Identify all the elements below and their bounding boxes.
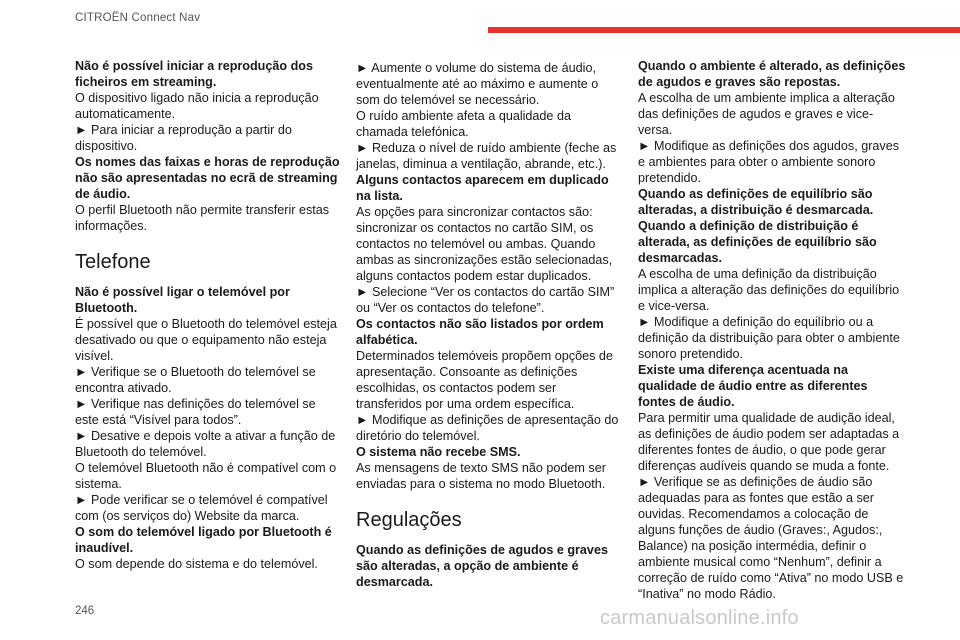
body-paragraph: Determinados telemóveis propõem opções de apresentação. Consoante as definições escolhidas, os contactos podem ser transferidos por uma ordem específica. <box>356 349 613 411</box>
body-paragraph: ► Modifique as definições de apresentação do diretório do telemóvel. <box>356 413 619 443</box>
question-heading: O som do telemóvel ligado por Bluetooth é inaudível. <box>75 525 332 555</box>
question-heading: Não é possível iniciar a reprodução dos ficheiros em streaming. <box>75 59 313 89</box>
body-paragraph: As mensagens de texto SMS não podem ser enviadas para o sistema no modo Bluetooth. <box>356 461 606 491</box>
question-heading: Não é possível ligar o telemóvel por Bluetooth. <box>75 285 290 315</box>
body-paragraph: ► Modifique as definições dos agudos, graves e ambientes para obter o ambiente sonoro pretendido. <box>638 139 899 185</box>
body-paragraph: O som depende do sistema e do telemóvel. <box>75 557 318 571</box>
body-paragraph: ► Pode verificar se o telemóvel é compatível com (os serviços do) Website da marca. <box>75 493 328 523</box>
body-paragraph: A escolha de uma definição da distribuição implica a alteração das definições do equilíbrio e vice-versa. <box>638 267 900 313</box>
question-heading: Os nomes das faixas e horas de reprodução não são apresentadas no ecrã de streaming de áudio. <box>75 155 340 201</box>
body-paragraph: ► Aumente o volume do sistema de áudio, eventualmente até ao máximo e aumente o som do telemóvel se necessário. <box>356 61 599 107</box>
body-paragraph: É possível que o Bluetooth do telemóvel esteja desativado ou que o equipamento não esteja visível. <box>75 317 337 363</box>
body-paragraph: As opções para sincronizar contactos são: sincronizar os contactos no cartão SIM, os contactos no telemóvel ou ambas. Quando ambas as sincronizações estão selecionadas, alguns contactos podem estar duplicados. <box>356 205 613 283</box>
section-heading: Regulações <box>356 509 462 531</box>
body-paragraph: ► Para iniciar a reprodução a partir do dispositivo. <box>75 123 292 153</box>
body-paragraph: ► Reduza o nível de ruído ambiente (feche as janelas, diminua a ventilação, abrande, etc.). <box>356 141 617 171</box>
question-heading: Quando a definição de distribuição é alterada, as definições de equilíbrio são desmarcadas. <box>638 219 877 265</box>
body-paragraph: ► Verifique nas definições do telemóvel se este está “Visível para todos”. <box>75 397 316 427</box>
page-header <box>0 0 960 40</box>
body-paragraph: ► Desative e depois volte a ativar a função de Bluetooth do telemóvel. <box>75 429 336 459</box>
column-right <box>638 58 906 602</box>
body-paragraph: ► Verifique se as definições de áudio são adequadas para as fontes que estão a ser ouvidas. Recomendamos a colocação de alguns funções de áudio (Graves:, Agudos:, Balance) na posição intermédia, definir o ambiente musical como “Nenhum”, definir a correção de ruído como “Ativa” no modo USB e “Inativa” no modo Rádio. <box>638 475 904 601</box>
body-paragraph: Para permitir uma qualidade de audição ideal, as definições de áudio podem ser adaptadas a diferentes fontes de áudio, o que pode gerar diferenças audíveis quando se muda a fonte. <box>638 411 900 473</box>
header-accent-bar <box>488 27 960 33</box>
column-middle <box>356 60 621 590</box>
question-heading: O sistema não recebe SMS. <box>356 445 521 459</box>
question-heading: Quando o ambiente é alterado, as definições de agudos e graves são repostas. <box>638 59 906 89</box>
body-paragraph: ► Verifique se o Bluetooth do telemóvel se encontra ativado. <box>75 365 316 395</box>
body-paragraph: ► Modifique a definição do equilíbrio ou a definição da distribuição para obter o ambiente sonoro pretendido. <box>638 315 900 361</box>
question-heading: Existe uma diferença acentuada na qualidade de áudio entre as diferentes fontes de áudio. <box>638 363 868 409</box>
body-paragraph: O ruído ambiente afeta a qualidade da chamada telefónica. <box>356 109 571 139</box>
question-heading: Alguns contactos aparecem em duplicado na lista. <box>356 173 609 203</box>
body-paragraph: O dispositivo ligado não inicia a reprodução automaticamente. <box>75 91 319 121</box>
body-paragraph: ► Selecione “Ver os contactos do cartão SIM” ou “Ver os contactos do telefone”. <box>356 285 615 315</box>
question-heading: Quando as definições de equilíbrio são alteradas, a distribuição é desmarcada. <box>638 187 874 217</box>
section-heading: Telefone <box>75 251 151 273</box>
body-paragraph: A escolha de um ambiente implica a alteração das definições de agudos e graves e vice-versa. <box>638 91 895 137</box>
body-paragraph: O telemóvel Bluetooth não é compatível com o sistema. <box>75 461 337 491</box>
question-heading: Os contactos não são listados por ordem alfabética. <box>356 317 604 347</box>
watermark: carmanualsonline.info <box>600 607 799 629</box>
page-number: 246 <box>75 605 95 617</box>
document-title: CITROËN Connect Nav <box>75 12 201 24</box>
column-left <box>75 58 340 572</box>
question-heading: Quando as definições de agudos e graves são alteradas, a opção de ambiente é desmarcada. <box>356 543 608 589</box>
body-paragraph: O perfil Bluetooth não permite transferir estas informações. <box>75 203 330 233</box>
